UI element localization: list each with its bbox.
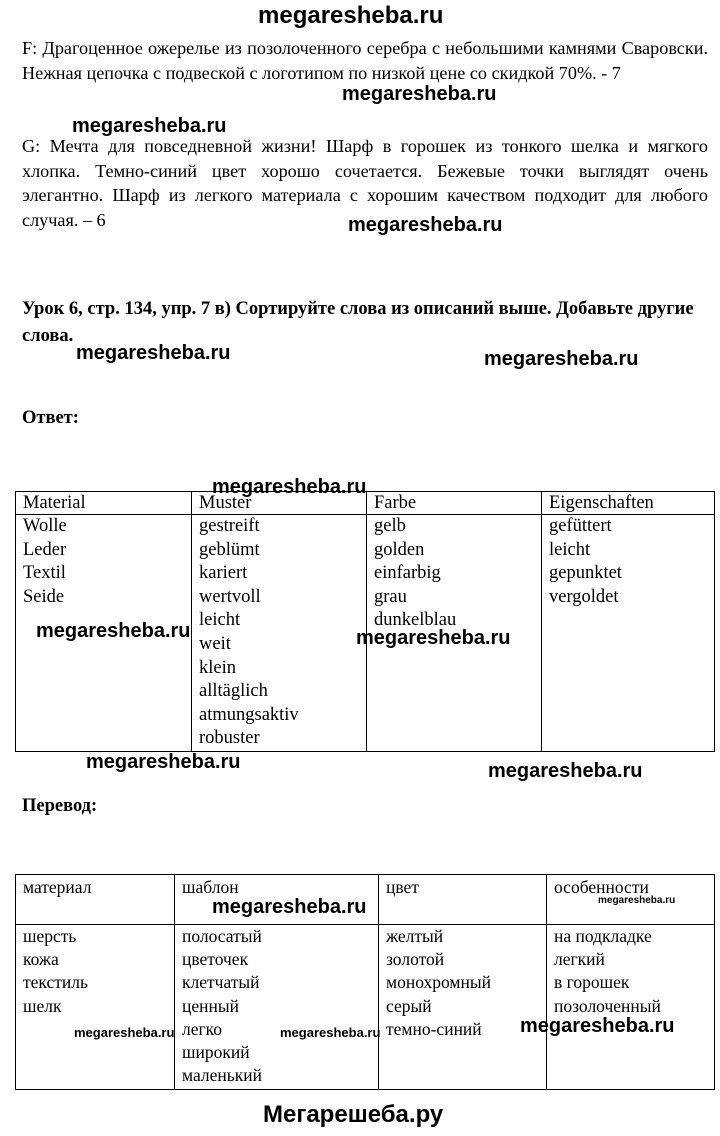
task-heading: Урок 6, стр. 134, упр. 7 в) Сортируйте слова из описаний выше. Добавьте другие слова. [22,299,694,346]
watermark: megaresheba.ru [488,760,643,782]
table-cell: клетчатый [182,972,260,993]
table-cell: желтый [386,926,444,946]
table-cell: vergoldet [549,586,619,607]
german-header-material: Material [16,492,192,515]
table-cell: легкий [554,949,605,970]
table-cell: einfarbig [374,563,441,584]
watermark: megaresheba.ru [342,83,497,105]
table-cell: темно-синий [386,1018,482,1039]
watermark: megaresheba.ru [74,1025,175,1040]
russian-column-color [379,925,547,1090]
watermark: megaresheba.ru [36,620,191,642]
table-cell: позолоченный [554,995,661,1016]
table-cell: atmungsaktiv [199,704,299,725]
table-cell: klein [199,657,236,678]
table-cell: полосатый [182,926,262,946]
table-cell: ценный [182,995,239,1016]
table-cell: kariert [199,563,248,584]
watermark: megaresheba.ru [76,342,231,364]
watermark-bottom: Мегарешеба.ру [263,1101,444,1128]
table-cell: кожа [23,949,59,970]
table-cell: gestreift [199,516,260,536]
table-cell: leicht [549,539,591,560]
watermark: megaresheba.ru [72,115,227,137]
russian-column-pattern [175,925,379,1090]
table-cell: alltäglich [199,681,268,702]
answer-label: Ответ: [22,408,79,428]
watermark: megaresheba.ru [280,1025,381,1040]
table-cell: geblümt [199,539,260,560]
watermark: megaresheba.ru [484,348,639,370]
table-cell: маленький [182,1065,262,1086]
russian-column-material [16,925,175,1090]
table-cell: серый [386,995,432,1016]
russian-header-material: материал [16,875,175,925]
russian-column-features [547,925,715,1090]
watermark: megaresheba.ru [598,895,676,906]
table-cell: легко [182,1018,223,1039]
table-cell: gefüttert [549,516,612,536]
table-cell: на подкладке [554,926,652,946]
watermark: megaresheba.ru [212,896,367,918]
russian-header-features: особенности [547,875,715,925]
table-cell: grau [374,586,407,607]
table-cell: gepunktet [549,563,622,584]
russian-header-color: цвет [379,875,547,925]
table-cell: weit [199,633,231,654]
table-cell: golden [374,539,425,560]
table-cell: dunkelblau [374,610,457,631]
table-cell: leicht [199,610,241,631]
watermark: megaresheba.ru [86,751,241,773]
table-cell: в горошек [554,972,630,993]
table-cell: шерсть [23,926,77,946]
watermark: megaresheba.ru [212,476,367,498]
table-cell: цветочек [182,949,249,970]
table-cell: Wolle [23,516,67,536]
watermark-top: megaresheba.ru [258,2,444,29]
table-cell: Leder [23,539,67,560]
paragraph-g: G: Мечта для повседневной жизни! Шарф в горошек из тонкого шелка и мягкого хлопка. Темно-синий цвет хорошо сочетается. Бежевые точки выглядят очень элегантно. Шарф из легкого материала с хорошим качеством подходит для любого случая. – 6 [22,136,708,230]
table-cell: wertvoll [199,586,261,607]
table-cell: gelb [374,516,406,536]
watermark: megaresheba.ru [348,214,503,236]
table-cell: текстиль [23,972,88,993]
paragraph-f: F: Драгоценное ожерелье из позолоченного серебра с небольшими камнями Сваровски. Нежная цепочка с подвеской с логотипом по низкой цене со скидкой 70%. - 7 [22,38,708,83]
german-header-eigenschaften: Eigenschaften [542,492,715,515]
watermark: megaresheba.ru [520,1015,675,1037]
russian-header-pattern: шаблон [175,875,379,925]
table-cell: монохромный [386,972,491,993]
table-cell: Textil [23,563,66,584]
german-column-eigenschaften [542,515,715,752]
translation-label: Перевод: [22,796,98,816]
table-cell: шелк [23,995,62,1016]
table-cell: Seide [23,586,65,607]
german-header-farbe: Farbe [367,492,542,515]
german-header-muster: Muster [192,492,367,515]
table-cell: золотой [386,949,445,970]
table-cell: широкий [182,1042,250,1063]
table-cell: robuster [199,728,260,749]
watermark: megaresheba.ru [356,627,511,649]
german-column-muster [192,515,367,752]
